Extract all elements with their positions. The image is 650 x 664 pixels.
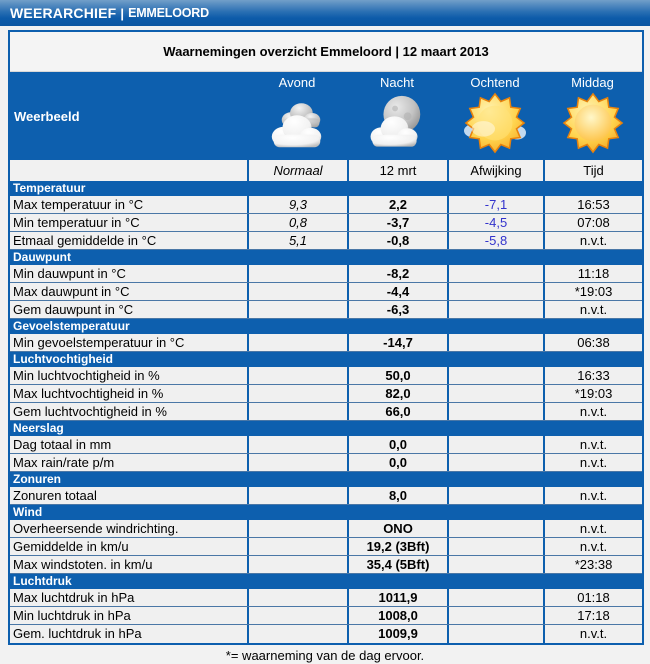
tijd-value: 06:38 bbox=[543, 334, 642, 351]
period-column-avond bbox=[247, 72, 347, 160]
observed-value: -3,7 bbox=[347, 214, 447, 231]
table-row bbox=[10, 487, 642, 505]
observed-value: 50,0 bbox=[347, 367, 447, 384]
row-label: Dag totaal in mm bbox=[13, 436, 112, 452]
table-row bbox=[10, 454, 642, 472]
observed-value: -0,8 bbox=[347, 232, 447, 249]
table-row bbox=[10, 607, 642, 625]
sun-icon bbox=[562, 92, 624, 154]
sections-container bbox=[10, 181, 642, 643]
row-label: Min luchtdruk in hPa bbox=[13, 607, 131, 623]
normaal-value bbox=[247, 520, 347, 537]
observed-value: ONO bbox=[347, 520, 447, 537]
section-header: Zonuren bbox=[10, 472, 642, 487]
afwijking-value bbox=[447, 607, 543, 624]
moon-cloud-icon bbox=[366, 92, 428, 154]
observed-value: 0,0 bbox=[347, 454, 447, 471]
observed-value: 1009,9 bbox=[347, 625, 447, 643]
tijd-value: 16:33 bbox=[543, 367, 642, 384]
tijd-value: *19:03 bbox=[543, 385, 642, 402]
observed-value: 2,2 bbox=[347, 196, 447, 213]
observed-value: 19,2 (3Bft) bbox=[347, 538, 447, 555]
normaal-value: 5,1 bbox=[247, 232, 347, 249]
table-row bbox=[10, 367, 642, 385]
section-header: Temperatuur bbox=[10, 181, 642, 196]
table-row bbox=[10, 625, 642, 643]
tijd-value: n.v.t. bbox=[543, 454, 642, 471]
tijd-value: *23:38 bbox=[543, 556, 642, 573]
table-row bbox=[10, 265, 642, 283]
tijd-value: n.v.t. bbox=[543, 538, 642, 555]
period-column-nacht bbox=[347, 72, 447, 160]
site-brand: WEERARCHIEF bbox=[10, 5, 117, 21]
tijd-value: 16:53 bbox=[543, 196, 642, 213]
observed-value: -8,2 bbox=[347, 265, 447, 282]
afwijking-value bbox=[447, 334, 543, 351]
row-label: Max luchtdruk in hPa bbox=[13, 589, 135, 605]
header-bar bbox=[0, 0, 650, 26]
normaal-value bbox=[247, 265, 347, 282]
period-label: Ochtend bbox=[470, 75, 520, 90]
observed-value: -6,3 bbox=[347, 301, 447, 318]
observed-value: 1011,9 bbox=[347, 589, 447, 606]
normaal-value bbox=[247, 334, 347, 351]
row-label: Gem luchtvochtigheid in % bbox=[13, 403, 167, 419]
sun-haze-icon bbox=[464, 92, 526, 154]
observed-value: -4,4 bbox=[347, 283, 447, 300]
section-header: Gevoelstemperatuur bbox=[10, 319, 642, 334]
row-label: Max dauwpunt in °C bbox=[13, 283, 130, 299]
row-label: Etmaal gemiddelde in °C bbox=[13, 232, 157, 248]
observed-value: 66,0 bbox=[347, 403, 447, 420]
period-label: Nacht bbox=[380, 75, 414, 90]
row-label: Max windstoten. in km/u bbox=[13, 556, 153, 572]
afwijking-value bbox=[447, 367, 543, 384]
row-label: Max luchtvochtigheid in % bbox=[13, 385, 164, 401]
row-label: Min gevoelstemperatuur in °C bbox=[13, 334, 185, 350]
afwijking-value bbox=[447, 265, 543, 282]
location-name: EMMELOORD bbox=[128, 6, 209, 20]
normaal-value bbox=[247, 403, 347, 420]
afwijking-value bbox=[447, 589, 543, 606]
afwijking-value bbox=[447, 403, 543, 420]
tijd-value: 17:18 bbox=[543, 607, 642, 624]
tijd-value: n.v.t. bbox=[543, 520, 642, 537]
tijd-value: n.v.t. bbox=[543, 403, 642, 420]
normaal-value bbox=[247, 436, 347, 453]
afwijking-value bbox=[447, 454, 543, 471]
tijd-value: n.v.t. bbox=[543, 232, 642, 249]
tijd-value: n.v.t. bbox=[543, 625, 642, 643]
observed-value: 1008,0 bbox=[347, 607, 447, 624]
column-header-normaal: Normaal bbox=[247, 160, 347, 181]
afwijking-value: -7,1 bbox=[447, 196, 543, 213]
row-label: Min dauwpunt in °C bbox=[13, 265, 126, 281]
period-column-middag bbox=[543, 72, 642, 160]
subheader-row bbox=[10, 160, 642, 181]
observed-value: -14,7 bbox=[347, 334, 447, 351]
afwijking-value bbox=[447, 436, 543, 453]
observed-value: 8,0 bbox=[347, 487, 447, 504]
observed-value: 35,4 (5Bft) bbox=[347, 556, 447, 573]
normaal-value bbox=[247, 589, 347, 606]
table-row bbox=[10, 283, 642, 301]
normaal-value bbox=[247, 301, 347, 318]
tijd-value: n.v.t. bbox=[543, 301, 642, 318]
table-row bbox=[10, 334, 642, 352]
afwijking-value: -4,5 bbox=[447, 214, 543, 231]
afwijking-value bbox=[447, 301, 543, 318]
row-label: Zonuren totaal bbox=[13, 487, 97, 503]
row-label: Min temperatuur in °C bbox=[13, 214, 140, 230]
period-label: Avond bbox=[278, 75, 316, 90]
table-row bbox=[10, 301, 642, 319]
row-label: Gemiddelde in km/u bbox=[13, 538, 129, 554]
section-header: Luchtvochtigheid bbox=[10, 352, 642, 367]
footnote: *= waarneming van de dag ervoor. bbox=[225, 648, 425, 663]
weerbeeld-label: Weerbeeld bbox=[14, 108, 80, 124]
section-header: Dauwpunt bbox=[10, 250, 642, 265]
afwijking-value bbox=[447, 520, 543, 537]
table-row bbox=[10, 232, 642, 250]
table-row bbox=[10, 385, 642, 403]
column-header-tijd: Tijd bbox=[543, 160, 642, 181]
section-header: Neerslag bbox=[10, 421, 642, 436]
afwijking-value bbox=[447, 556, 543, 573]
normaal-value: 0,8 bbox=[247, 214, 347, 231]
tijd-value: n.v.t. bbox=[543, 436, 642, 453]
table-row bbox=[10, 556, 642, 574]
table-row bbox=[10, 520, 642, 538]
table-row bbox=[10, 538, 642, 556]
table-row bbox=[10, 403, 642, 421]
tijd-value: 01:18 bbox=[543, 589, 642, 606]
normaal-value: 9,3 bbox=[247, 196, 347, 213]
observations-table bbox=[8, 30, 644, 645]
observed-value: 0,0 bbox=[347, 436, 447, 453]
normaal-value bbox=[247, 487, 347, 504]
observed-value: 82,0 bbox=[347, 385, 447, 402]
clouds-icon bbox=[266, 92, 328, 154]
normaal-value bbox=[247, 385, 347, 402]
tijd-value: *19:03 bbox=[543, 283, 642, 300]
normaal-value bbox=[247, 283, 347, 300]
tijd-value: 11:18 bbox=[543, 265, 642, 282]
column-header-date: 12 mrt bbox=[347, 160, 447, 181]
afwijking-value bbox=[447, 487, 543, 504]
afwijking-value bbox=[447, 625, 543, 643]
column-header-afwijking: Afwijking bbox=[447, 160, 543, 181]
table-title: Waarnemingen overzicht Emmeloord | 12 maart 2013 bbox=[10, 32, 642, 72]
section-header: Wind bbox=[10, 505, 642, 520]
normaal-value bbox=[247, 556, 347, 573]
afwijking-value bbox=[447, 385, 543, 402]
normaal-value bbox=[247, 625, 347, 643]
table-row bbox=[10, 436, 642, 454]
row-label: Max temperatuur in °C bbox=[13, 196, 144, 212]
afwijking-value bbox=[447, 538, 543, 555]
table-row bbox=[10, 589, 642, 607]
afwijking-value bbox=[447, 283, 543, 300]
row-label: Gem. luchtdruk in hPa bbox=[13, 626, 142, 641]
tijd-value: n.v.t. bbox=[543, 487, 642, 504]
row-label: Gem dauwpunt in °C bbox=[13, 301, 134, 317]
afwijking-value: -5,8 bbox=[447, 232, 543, 249]
row-label: Max rain/rate p/m bbox=[13, 454, 115, 470]
weerbeeld-row bbox=[10, 72, 642, 160]
table-row bbox=[10, 214, 642, 232]
normaal-value bbox=[247, 607, 347, 624]
normaal-value bbox=[247, 454, 347, 471]
period-column-ochtend bbox=[447, 72, 543, 160]
subheader-empty bbox=[10, 160, 247, 181]
normaal-value bbox=[247, 538, 347, 555]
normaal-value bbox=[247, 367, 347, 384]
row-label: Min luchtvochtigheid in % bbox=[13, 367, 160, 383]
period-label: Middag bbox=[571, 75, 614, 90]
brand-separator: | bbox=[120, 5, 125, 21]
table-row bbox=[10, 196, 642, 214]
tijd-value: 07:08 bbox=[543, 214, 642, 231]
section-header: Luchtdruk bbox=[10, 574, 642, 589]
row-label: Overheersende windrichting. bbox=[13, 520, 179, 536]
